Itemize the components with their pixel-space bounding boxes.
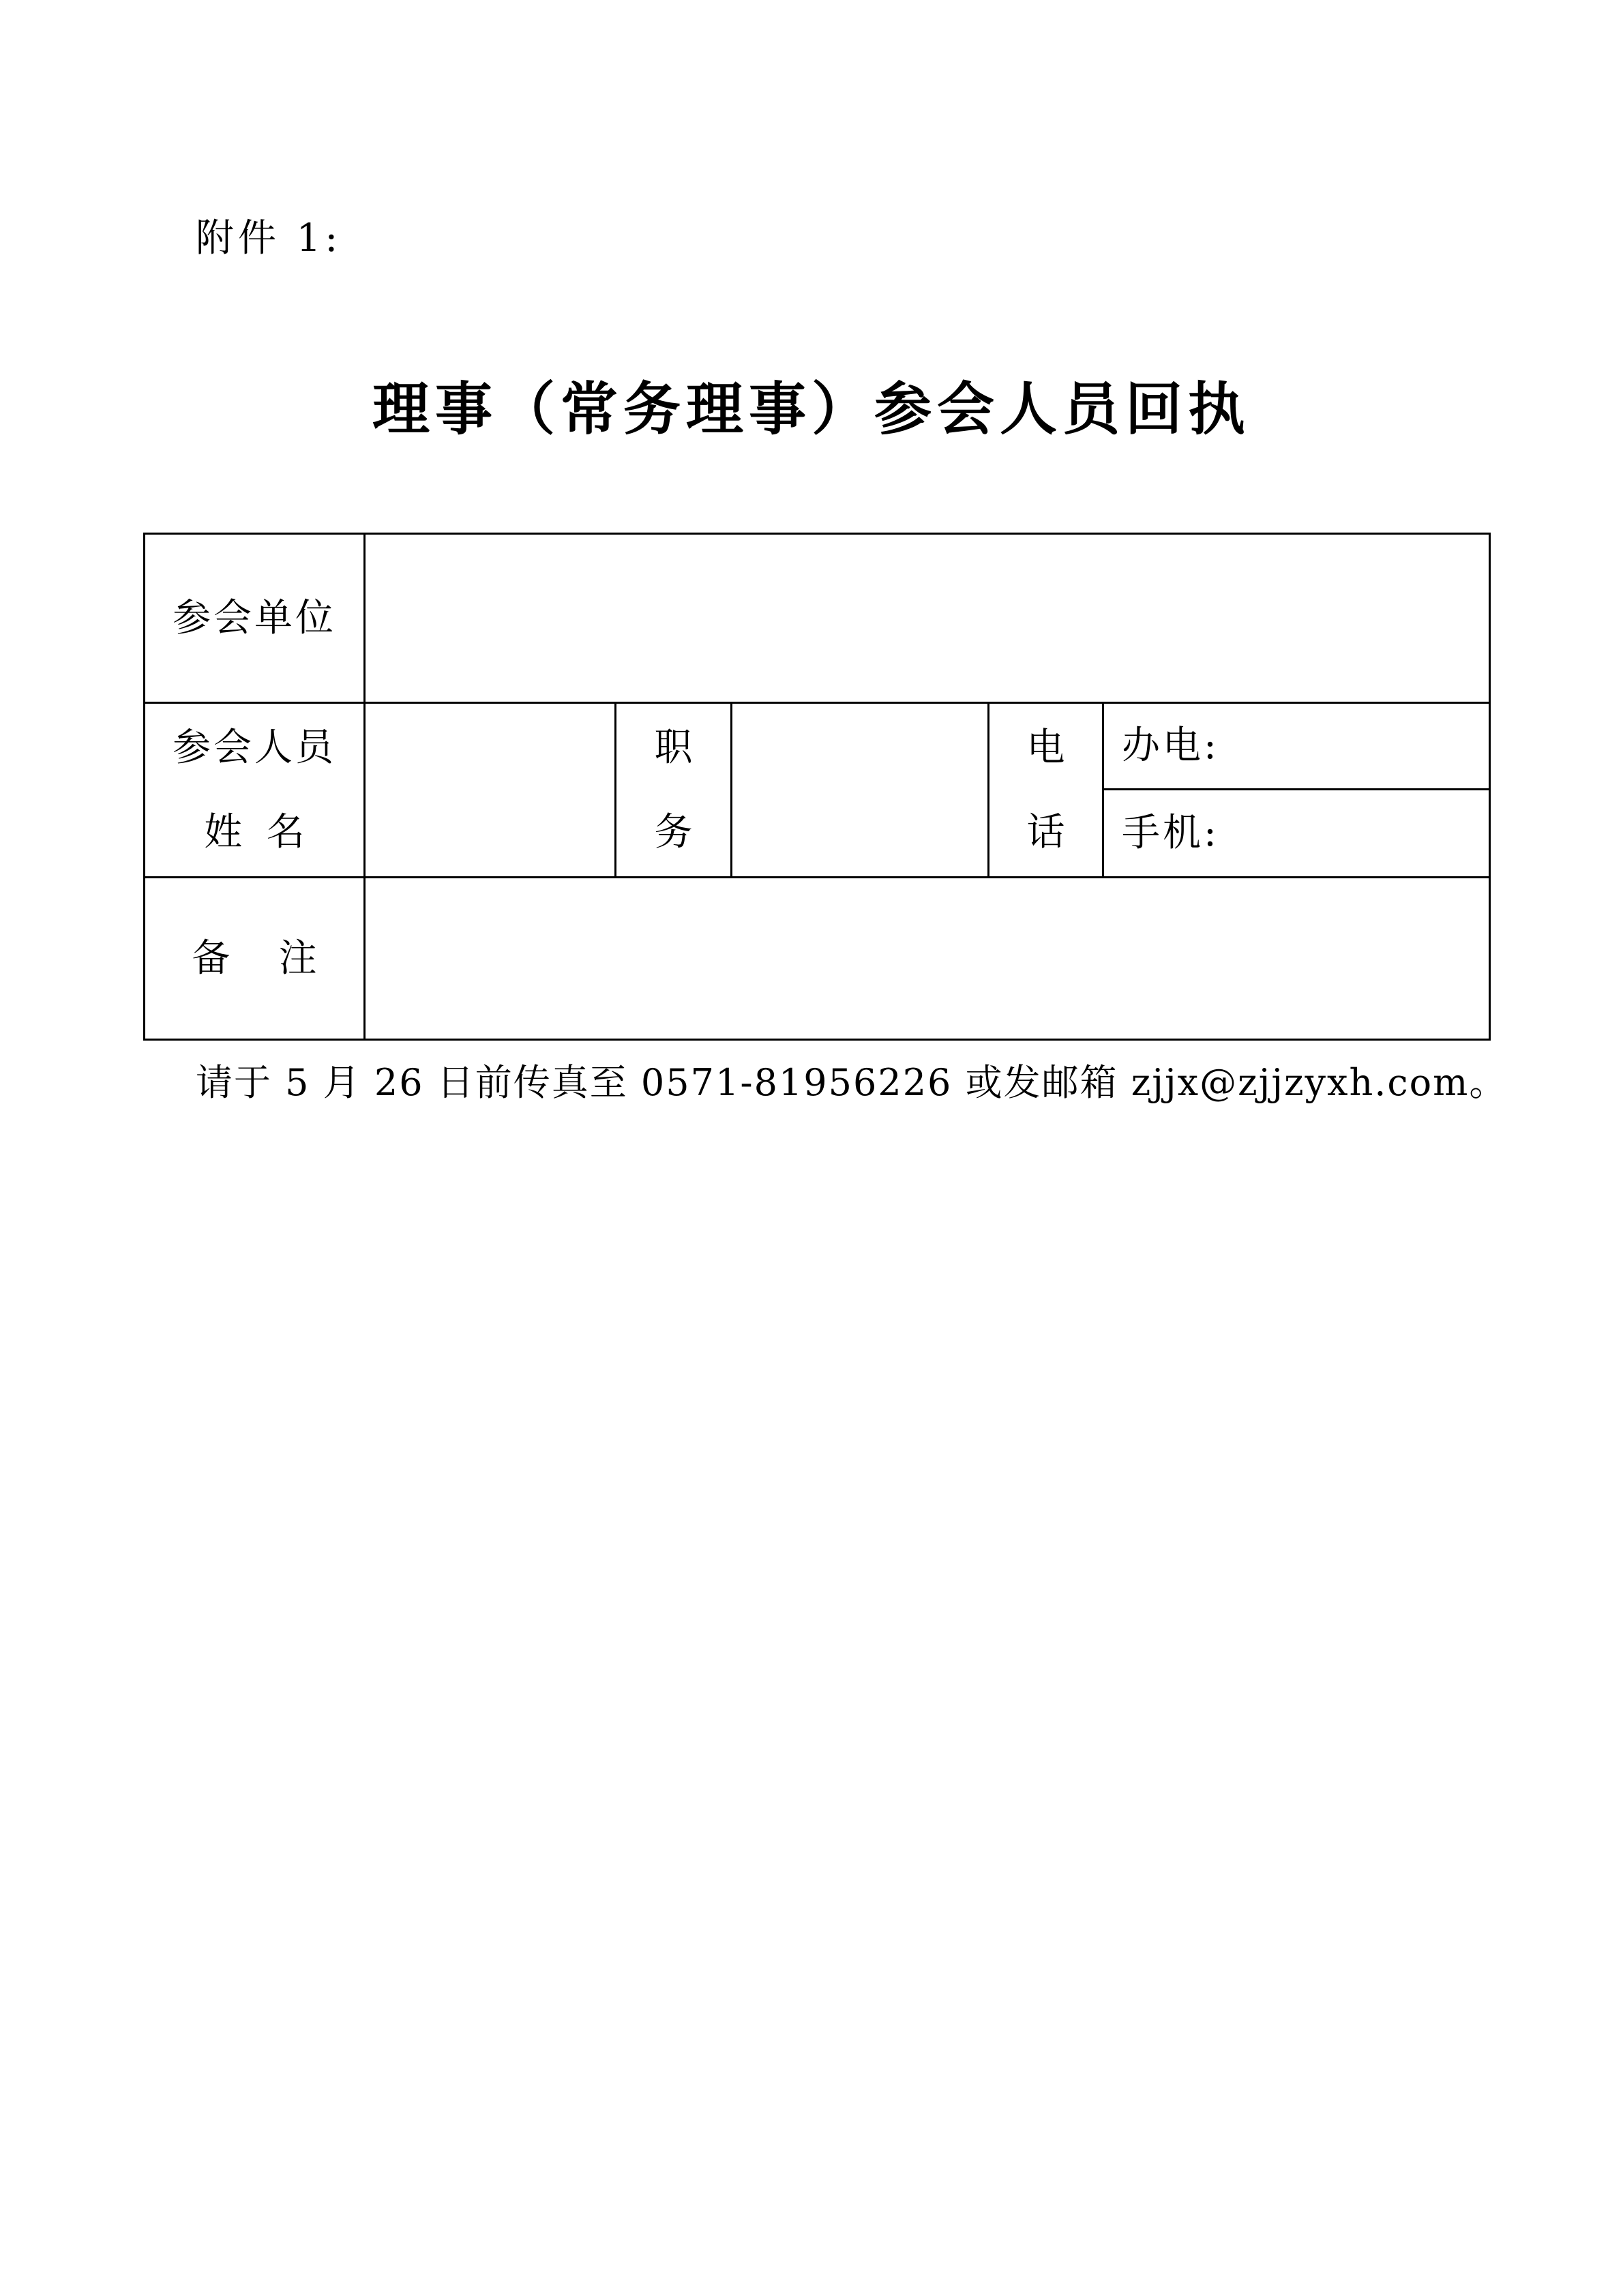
attendee-name-label-line2: 姓 名 xyxy=(204,809,305,854)
remarks-input-cell[interactable] xyxy=(365,878,1490,1040)
remarks-label-text: 备 注 xyxy=(192,936,317,981)
office-phone-label: 办电: xyxy=(1122,724,1219,768)
phone-label xyxy=(989,703,1103,878)
position-input-cell[interactable] xyxy=(732,703,989,878)
mobile-phone-label: 手机: xyxy=(1122,811,1219,855)
attachment-label: 附件 1: xyxy=(196,216,342,260)
position-label-line2: 务 xyxy=(654,809,693,854)
submission-note: 请于 5 月 26 日前传真至 0571-81956226 或发邮箱 zjjx@zjjzyxh.com。 xyxy=(196,1061,1508,1104)
unit-label xyxy=(145,534,365,703)
attendee-row-top xyxy=(145,703,1490,790)
unit-input-cell[interactable] xyxy=(365,534,1490,703)
remarks-label xyxy=(145,878,365,1040)
office-phone-cell[interactable] xyxy=(1103,703,1490,790)
position-label-line1: 职 xyxy=(654,725,693,770)
reply-form-table xyxy=(143,533,1491,1041)
unit-row xyxy=(145,534,1490,703)
attendee-name-label-line1: 参会人员 xyxy=(173,725,336,770)
attendee-name-label xyxy=(145,703,365,878)
phone-label-line2: 话 xyxy=(1026,809,1065,854)
page-title: 理事（常务理事）参会人员回执 xyxy=(372,376,1251,443)
remarks-row xyxy=(145,878,1490,1040)
mobile-phone-cell[interactable] xyxy=(1103,790,1490,878)
phone-label-line1: 电 xyxy=(1026,725,1065,770)
position-label xyxy=(616,703,732,878)
unit-label-text: 参会单位 xyxy=(173,595,336,640)
attendee-name-input-cell[interactable] xyxy=(365,703,616,878)
